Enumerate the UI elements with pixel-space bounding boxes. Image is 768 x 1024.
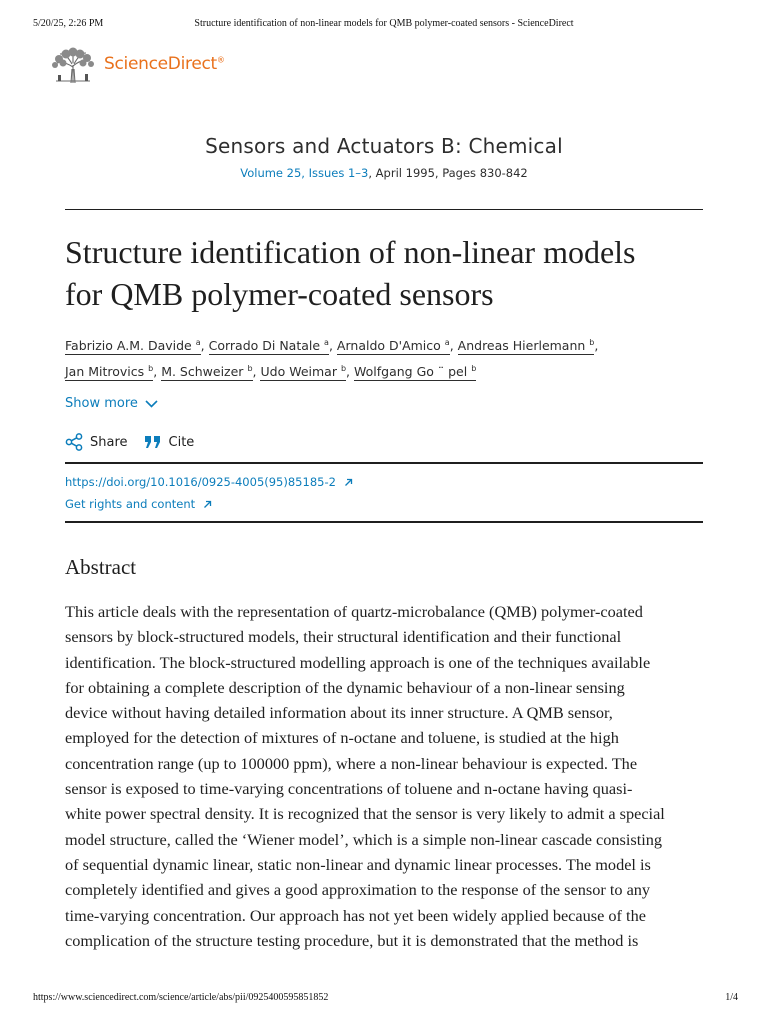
brand-name: ScienceDirect®	[104, 54, 225, 74]
print-url: https://www.sciencedirect.com/science/article/abs/pii/0925400595851852	[33, 992, 329, 1003]
author-link[interactable]: Wolfgang Go ¨ pel $^b$	[354, 364, 477, 379]
author-line-2: Jan Mitrovics $^b$, M. Schweizer $^b$, Udo Weimar $^b$, Wolfgang Go ¨ pel $^b$	[65, 364, 477, 379]
cite-button[interactable]	[144, 434, 195, 450]
author-link[interactable]: Corrado Di Natale $^a$	[208, 338, 329, 353]
cite-label: Cite	[168, 434, 195, 450]
issue-line	[0, 166, 768, 180]
abstract-line: complication of the structure testing procedure, but it is demonstrated that the method is	[65, 930, 639, 950]
external-link-icon	[203, 500, 212, 509]
doi-link[interactable]	[65, 475, 353, 489]
author-link[interactable]: M. Schweizer $^b$	[161, 364, 253, 379]
abstract-line: time-varying concentration. Our approach has not yet been widely applied because of the	[65, 905, 646, 925]
chevron-down-icon	[145, 400, 158, 408]
quote-icon	[144, 434, 162, 450]
author-link[interactable]: Arnaldo D'Amico $^a$	[336, 338, 450, 353]
title-line-1: Structure identification of non-linear models	[65, 234, 636, 270]
abstract-line: of sequential dynamic linear, static non-linear and dynamic linear processes. The model is	[65, 854, 651, 874]
show-more-button[interactable]	[65, 396, 158, 411]
abstract-line: sensor is exposed to time-varying concentrations of toluene and n-octane having quasi-	[65, 779, 633, 799]
title-line-2: for QMB polymer-coated sensors	[65, 276, 494, 312]
abstract-line: completely identified and gives a good approximation to the response of the sensor to any	[65, 880, 651, 900]
issue-details: , April 1995, Pages 830-842	[368, 166, 528, 180]
elsevier-tree-icon	[50, 47, 96, 85]
author-link[interactable]: Jan Mitrovics $^b$	[65, 364, 154, 379]
show-more-label: Show more	[65, 396, 138, 411]
abstract-line: for obtaining a complete description of the dynamic behaviour of a non-linear sensing	[65, 677, 625, 697]
author-list	[65, 331, 705, 383]
author-link[interactable]: Andreas Hierlemann $^b$	[457, 338, 595, 353]
volume-link[interactable]: Volume 25, Issues 1–3	[240, 166, 369, 180]
external-link-icon	[344, 478, 353, 487]
share-label: Share	[90, 434, 128, 450]
print-datetime: 5/20/25, 2:26 PM	[33, 18, 104, 29]
journal-title[interactable]: Sensors and Actuators B: Chemical	[205, 134, 563, 158]
doi-text: https://doi.org/10.1016/0925-4005(95)85185-2	[65, 475, 336, 489]
rights-link[interactable]	[65, 497, 212, 511]
print-page-title: Structure identification of non-linear models for QMB polymer-coated sensors - ScienceDirect	[194, 18, 574, 29]
abstract-line: employed for the detection of mixtures of n-octane and toluene, is studied at the high	[65, 728, 619, 748]
author-link[interactable]: Fabrizio A.M. Davide $^a$	[65, 338, 201, 353]
abstract-line: This article deals with the representation of quartz-microbalance (QMB) polymer-coated	[65, 602, 643, 621]
abstract-line: sensors by block-structured models, their structural identification and their functional	[65, 627, 622, 647]
abstract-line: model structure, called the ‘Wiener model’, which is a simple non-linear cascade consisting	[65, 829, 663, 849]
abstract-body	[65, 599, 715, 953]
print-header	[0, 18, 768, 32]
actions-divider	[65, 462, 703, 464]
article-title	[65, 231, 715, 315]
abstract-line: concentration range (up to 100000 ppm), where a non-linear behaviour is expected. The	[65, 753, 638, 773]
share-icon	[65, 433, 83, 451]
abstract-heading: Abstract	[65, 555, 137, 579]
sciencedirect-logo[interactable]	[50, 46, 225, 86]
article-actions	[65, 433, 210, 451]
print-footer	[0, 992, 768, 1006]
print-page-number: 1/4	[725, 992, 738, 1003]
abstract-line: identification. The block-structured modelling approach is one of the techniques available	[65, 652, 651, 672]
author-line-1: Fabrizio A.M. Davide $^a$, Corrado Di Natale $^a$, Arnaldo D'Amico $^a$, Andreas Hierlemann $^b$,	[65, 338, 599, 353]
abstract-line: white power spectral density. It is recognized that the sensor is very likely to admit a special	[65, 804, 665, 824]
author-link[interactable]: Udo Weimar $^b$	[260, 364, 347, 379]
header-divider	[65, 209, 703, 210]
doi-divider	[65, 521, 703, 523]
registered-mark: ®	[216, 55, 225, 65]
abstract-line: device without having detailed information about its inner structure. A QMB sensor,	[65, 703, 613, 723]
share-button[interactable]	[65, 433, 128, 451]
rights-text: Get rights and content	[65, 497, 196, 511]
